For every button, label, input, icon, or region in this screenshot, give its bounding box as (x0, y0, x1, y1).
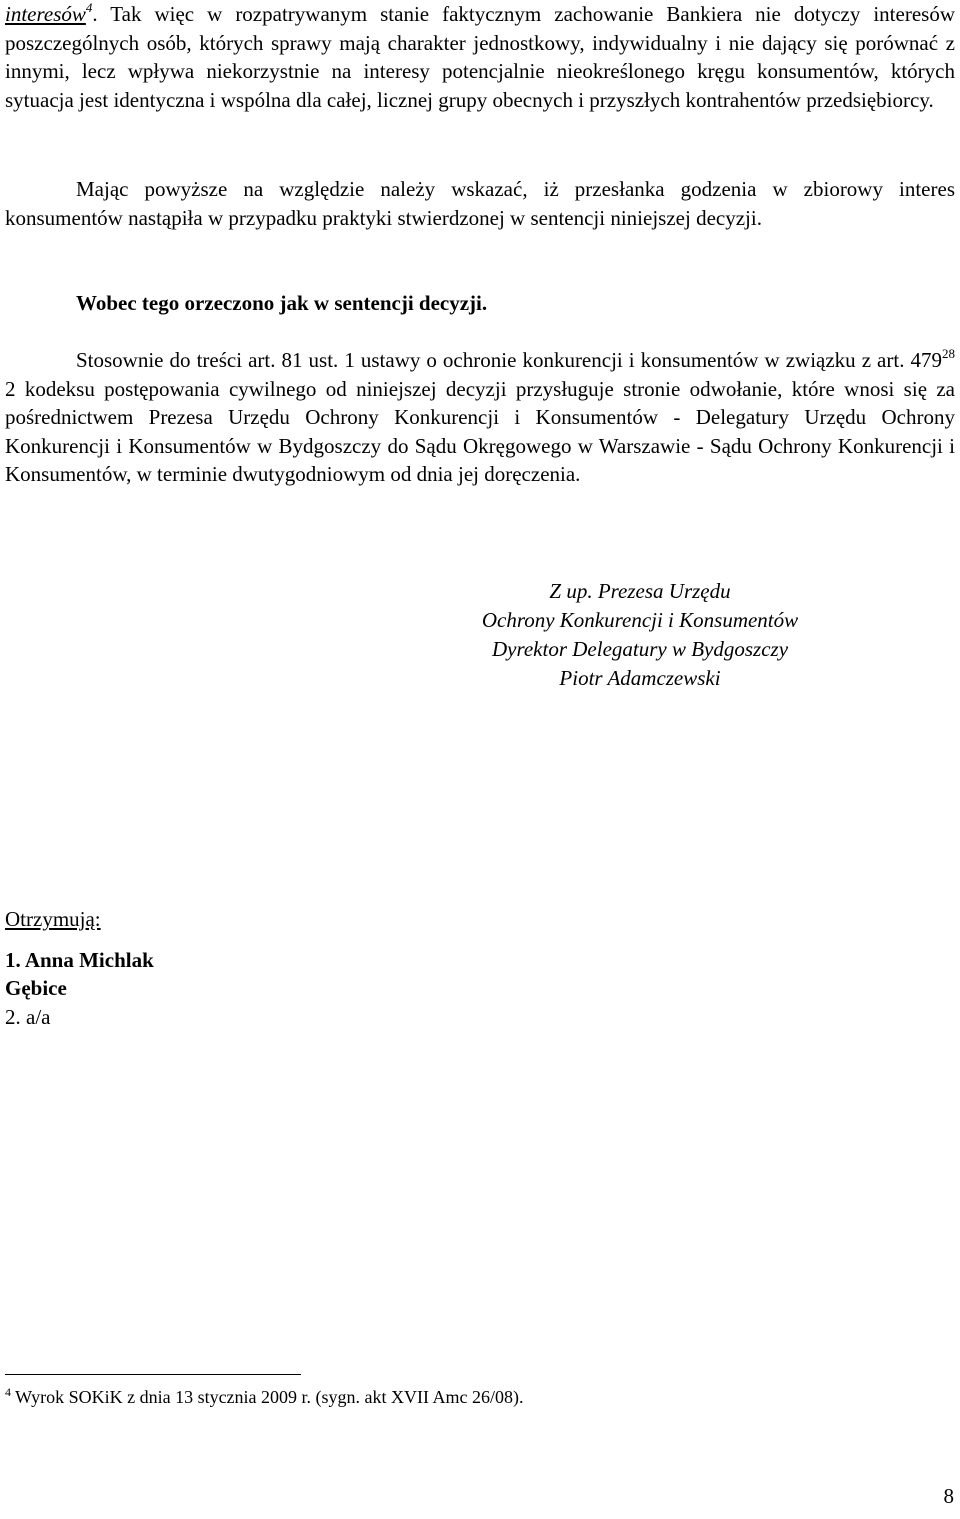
page-number: 8 (943, 1484, 954, 1508)
paragraph-4-text-a: Stosownie do treści art. 81 ust. 1 ustawy o ochronie konkurencji i konsumentów w związku z art. 479 (76, 348, 942, 372)
article-superscript: 28 (942, 346, 955, 361)
signature-block (380, 577, 900, 693)
footnote (5, 1385, 524, 1409)
paragraph-4 (5, 346, 955, 489)
footnote-text: Wyrok SOKiK z dnia 13 stycznia 2009 r. (sygn. akt XVII Amc 26/08). (11, 1387, 524, 1407)
paragraph-4-text-b: 2 kodeksu postępowania cywilnego od niniejszej decyzji przysługuje stronie odwołanie, które wnosi się za pośrednictwem Prezesa Urzędu Ochrony Konkurencji i Konsumentów - Delegatury Urzędu Ochrony Konkurencji i Konsumentów w Bydgoszczy do Sądu Okręgowego w Warszawie - Sądu Ochrony Konkurencji i Konsumentów, w terminie dwutygodniowym od dnia jej doręczenia. (5, 376, 955, 487)
recipient-2: 2. a/a (5, 1004, 51, 1029)
signature-line-2: Ochrony Konkurencji i Konsumentów (481, 608, 799, 632)
recipients (5, 905, 154, 1031)
paragraph-1 (5, 0, 955, 114)
signature-name: Piotr Adamczewski (559, 666, 721, 690)
footnote-number: 4 (5, 1385, 11, 1399)
quoted-word: interesów (5, 2, 86, 26)
signature-line-3: Dyrektor Delegatury w Bydgoszczy (491, 637, 789, 661)
recipients-title: Otrzymują: (5, 907, 101, 931)
paragraph-1-text: . Tak więc w rozpatrywanym stanie faktycznym zachowanie Bankiera nie dotyczy interesów poszczególnych osób, których sprawy mają charakter jednostkowy, indywidualny i nie dający się porównać z innymi, lecz wpływa niekorzystnie na interesy potencjalnie nieokreślonego kręgu konsumentów, których sytuacja jest identyczna i wspólna dla całej, licznej grupy obecnych i przyszłych kontrahentów przedsiębiorcy. (5, 2, 955, 112)
footnote-divider (5, 1374, 301, 1375)
paragraph-3-bold: Wobec tego orzeczono jak w sentencji decyzji. (76, 291, 488, 315)
recipient-1-name: 1. Anna Michlak (5, 947, 154, 972)
recipient-1-place: Gębice (5, 976, 67, 1001)
paragraph-2: Mając powyższe na względzie należy wskazać, iż przesłanka godzenia w zbiorowy interes konsumentów nastąpiła w przypadku praktyki stwierdzonej w sentencji niniejszej decyzji. (5, 177, 955, 230)
footnote-ref: 4 (85, 0, 93, 15)
signature-line-1: Z up. Prezesa Urzędu (549, 579, 731, 603)
